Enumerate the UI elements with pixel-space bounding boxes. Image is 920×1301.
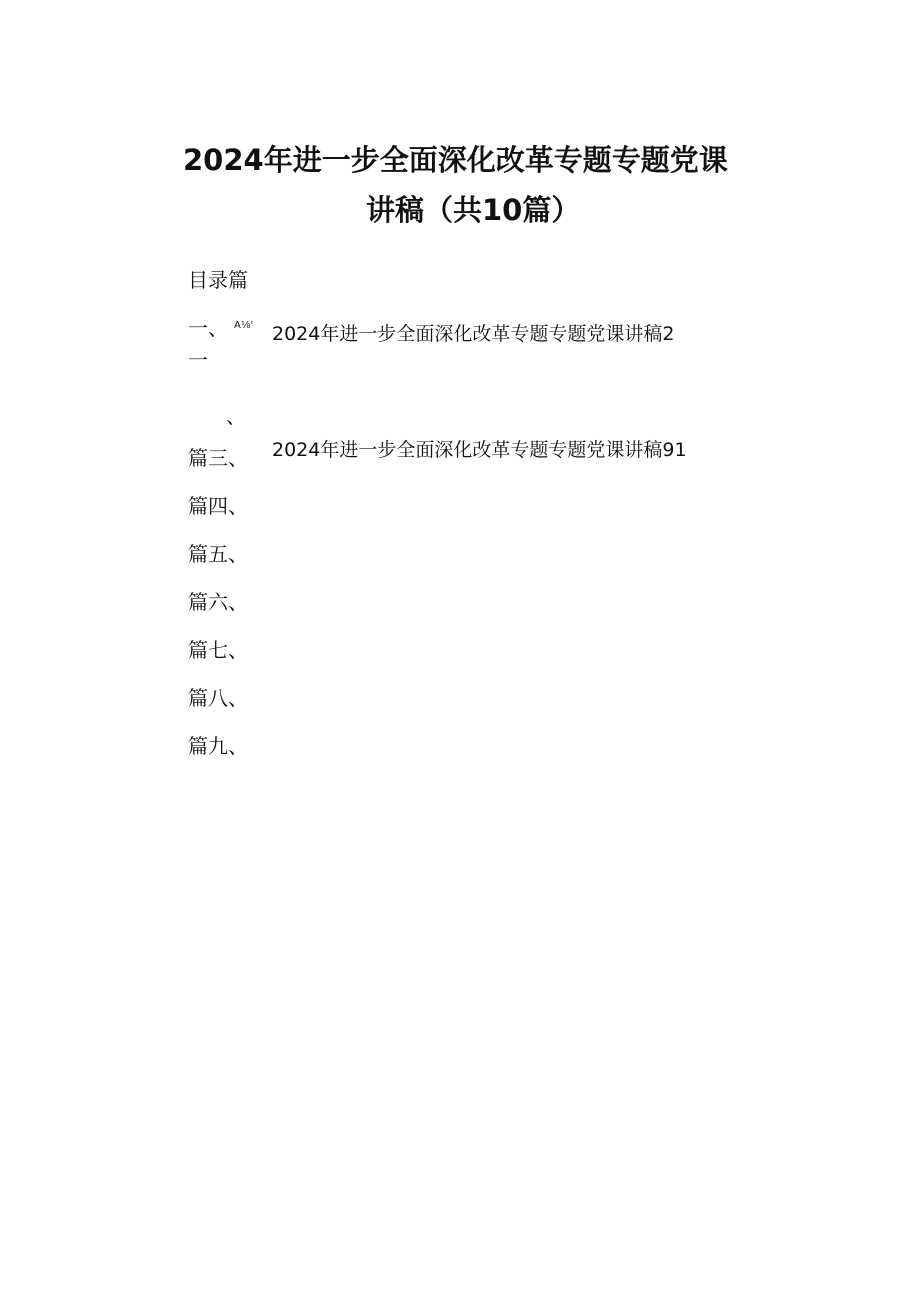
toc-entry-2[interactable]: 2024年进一步全面深化改革专题专题党课讲稿91 xyxy=(272,439,687,461)
toc-entry-1[interactable]: 2024年进一步全面深化改革专题专题党课讲稿2 xyxy=(272,323,675,345)
toc-heading: 目录篇 xyxy=(188,268,248,292)
toc-label-5: 篇五、 xyxy=(188,542,248,566)
toc-label-6: 篇六、 xyxy=(188,590,248,614)
toc-label-9: 篇九、 xyxy=(188,734,248,758)
toc-label-4: 篇四、 xyxy=(188,494,248,518)
toc-label-1: 一、 xyxy=(188,316,228,340)
toc-label-3: 篇三、 xyxy=(188,446,248,470)
toc-label-2-mark: 、 xyxy=(226,404,246,428)
toc-label-mark: A⅛' xyxy=(234,320,254,331)
toc-label-2: 一 xyxy=(188,348,208,372)
document-title-line-2: 讲稿（共10篇） xyxy=(366,193,581,227)
toc-label-8: 篇八、 xyxy=(188,686,248,710)
toc-label-7: 篇七、 xyxy=(188,638,248,662)
document-title-line-1: 2024年进一步全面深化改革专题专题党课 xyxy=(183,143,728,177)
